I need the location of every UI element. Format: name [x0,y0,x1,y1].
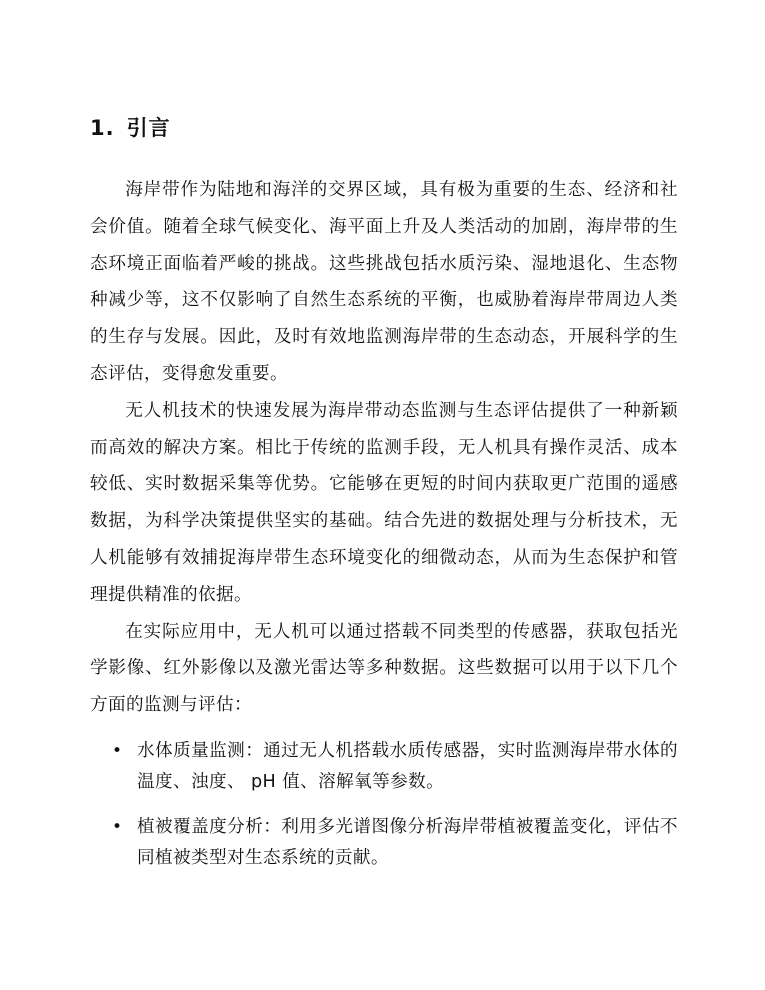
bullet-text: 水体质量监测：通过无人机搭载水质传感器，实时监测海岸带水体的温度、浊度、 pH 值、溶解氧等参数。 [137,740,678,792]
bullet-list [90,736,678,874]
bullet-item-vegetation [90,812,678,874]
section-title: 引言 [126,116,171,140]
bullet-text: 植被覆盖度分析：利用多光谱图像分析海岸带植被覆盖变化，评估不同植被类型对生态系统的贡献。 [137,816,678,868]
bullet-marker: • [112,816,123,837]
section-number: 1. [90,116,115,140]
paragraph-intro: 海岸带作为陆地和海洋的交界区域，具有极为重要的生态、经济和社会价值。随着全球气候变化、海平面上升及人类活动的加剧，海岸带的生态环境正面临着严峻的挑战。这些挑战包括水质污染、湿地退化、生态物种减少等，这不仅影响了自然生态系统的平衡，也威胁着海岸带周边人类的生存与发展。因此，及时有效地监测海岸带的生态动态，开展科学的生态评估，变得愈发重要。 [90,180,678,384]
paragraph-uav-tech: 无人机技术的快速发展为海岸带动态监测与生态评估提供了一种新颖而高效的解决方案。相比于传统的监测手段，无人机具有操作灵活、成本较低、实时数据采集等优势。它能够在更短的时间内获取更广范围的遥感数据，为科学决策提供坚实的基础。结合先进的数据处理与分析技术，无人机能够有效捕捉海岸带生态环境变化的细微动态，从而为生态保护和管理提供精准的依据。 [90,400,678,605]
bullet-item-water-quality [90,736,678,798]
section-body [90,172,678,888]
paragraph-applications: 在实际应用中，无人机可以通过搭载不同类型的传感器，获取包括光学影像、红外影像以及激光雷达等多种数据。这些数据可以用于以下几个方面的监测与评估： [90,621,678,716]
section-heading [90,112,171,142]
bullet-marker: • [112,740,123,761]
